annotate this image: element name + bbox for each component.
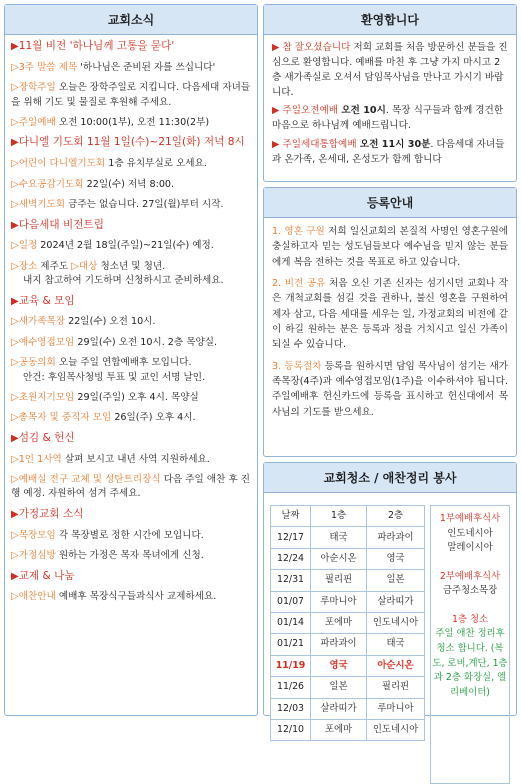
- duty-floor2: 인도네시아: [367, 612, 425, 633]
- news-item-title: 교제 & 나눔: [18, 569, 75, 582]
- duty-floor2: 루마니아: [367, 698, 425, 719]
- news-item-text: 청소년 및 청년.: [97, 260, 166, 272]
- duty-date: 12/31: [271, 570, 311, 591]
- duty-note: [430, 505, 510, 784]
- church-news-list: [5, 35, 257, 605]
- note-s3-title: 1층 청소: [451, 613, 489, 625]
- news-item-title: 장소: [18, 260, 38, 272]
- registration-item-text: 등록을 원하시면 담임 목사님이 섬기는 새가족목장(4주)과 예수영접모임(1주)을 이수하셔야 됩니다. 주일예배후 헌신카드에 등록을 표시하고 헌신대에서 목사님의 기도를 받으세요.: [272, 360, 508, 418]
- bullet-icon: ▷: [11, 178, 19, 190]
- bullet-icon: ▷: [11, 158, 19, 170]
- duty-row: [271, 634, 425, 655]
- duty-floor1: 영국: [311, 655, 367, 676]
- bullet-icon: ▷: [11, 199, 19, 211]
- bullet-icon: ▷: [11, 336, 19, 348]
- news-item-text: 1층 유치부실로 오세요.: [105, 158, 207, 170]
- duty-row: [271, 655, 425, 676]
- note-s1-title: 1부예배후식사: [439, 513, 501, 524]
- duty-table: [270, 505, 425, 741]
- registration-item-title: 3. 등록절차: [272, 360, 322, 372]
- duty-floor1: 살라띠가: [311, 698, 367, 719]
- duty-floor2: 영국: [367, 548, 425, 569]
- duty-date: 01/07: [271, 591, 311, 612]
- news-item-continuation: 내지 참고하여 기도하며 신청하시고 준비하세요.: [23, 275, 224, 287]
- bullet-icon: ▶: [11, 295, 19, 307]
- duty-date: 12/10: [271, 719, 311, 740]
- duty-col-date: 날짜: [271, 506, 311, 527]
- registration-panel: [263, 187, 517, 457]
- news-item-text: 오전 10:00(1부), 오전 11:30(2부): [55, 117, 210, 129]
- news-item-text: 29일(주일) 오후 4시. 목양실: [74, 392, 199, 404]
- news-section-heading: [11, 507, 251, 523]
- bullet-icon: ▷: [11, 316, 19, 328]
- welcome-item: [272, 41, 508, 100]
- duty-floor2: 살라띠가: [367, 591, 425, 612]
- news-item-title: 새벽기도회: [18, 199, 66, 211]
- duty-floor1: 루마니아: [311, 591, 367, 612]
- note-s3-text: 주일 애찬 정리후 청소 합니다. (복도, 로비,계단, 1층과 2층 화장실, 엘리베이터): [432, 628, 508, 698]
- bullet-icon: ▷: [11, 550, 19, 562]
- news-item-text: 오늘 주일 연합예배후 모입니다.: [55, 357, 192, 369]
- bullet-icon: ▷: [11, 412, 19, 424]
- welcome-item-title: 참 잘오셨습니다: [279, 42, 351, 53]
- bullet-icon: ▷: [11, 357, 19, 369]
- duty-floor1: 필리핀: [311, 570, 367, 591]
- news-section-heading: [11, 431, 251, 447]
- news-item-title: 가정심방: [18, 550, 56, 562]
- news-item-text: 원하는 가정은 목자 목녀에게 신청.: [55, 550, 204, 562]
- news-item-title: 예수영접모임: [18, 336, 75, 348]
- duty-row: [271, 612, 425, 633]
- duty-floor1: 포에마: [311, 719, 367, 740]
- welcome-item-title: 주일오전예배: [279, 105, 339, 117]
- registration-item-text: 저희 일신교회의 본질적 사명인 영혼구원에 충실하고자 믿는 성도님들보다 예수님을 믿지 않는 분들에게 복음 전하는 것을 목표로 하고 있습니다.: [272, 226, 508, 268]
- duty-date: 12/24: [271, 548, 311, 569]
- welcome-item-title: 주일세대통합예배: [279, 139, 357, 151]
- bullet-icon: ▶: [11, 570, 19, 582]
- duty-date: 01/14: [271, 612, 311, 633]
- bullet-icon: ▶: [11, 219, 19, 231]
- bullet-icon: ▷: [11, 591, 19, 603]
- registration-item: [272, 276, 508, 353]
- registration-item-title: 2. 비전 공유: [272, 278, 326, 290]
- news-item-title: 섬김 & 헌신: [18, 431, 75, 444]
- duty-row: [271, 570, 425, 591]
- registration-item: [272, 224, 508, 270]
- note-s1-line2: 말레이시아: [447, 542, 493, 554]
- church-news-panel: [4, 4, 258, 716]
- news-item-title: 애찬안내: [18, 591, 56, 603]
- news-item-text: 2024년 2월 18일(주일)~21일(수) 예정.: [37, 240, 214, 252]
- news-item-text: 26일(주) 오후 4시.: [111, 412, 196, 424]
- news-item: [11, 589, 251, 604]
- welcome-item: [272, 104, 508, 134]
- registration-list: [264, 218, 516, 432]
- news-item-title: 새가족목장: [18, 316, 66, 328]
- news-item: [11, 156, 251, 171]
- news-item-text: 금주는 없습니다. 27일(월)부터 시작.: [65, 199, 224, 211]
- bullet-icon: ▷: [11, 61, 19, 73]
- bullet-icon: ▷: [11, 474, 19, 486]
- duty-date: 01/21: [271, 634, 311, 655]
- news-item: [11, 472, 251, 502]
- registration-item: [272, 359, 508, 420]
- news-item: [11, 259, 251, 289]
- news-item-text: 예배후 목장식구들과식사 교제하세요.: [55, 591, 217, 603]
- bullet-icon: ▶: [11, 41, 19, 52]
- bullet-icon: ▷: [71, 260, 79, 272]
- duty-date: 12/17: [271, 527, 311, 548]
- news-section-heading: [11, 135, 251, 151]
- news-item: [11, 314, 251, 329]
- duty-row: [271, 719, 425, 740]
- bullet-icon: ▷: [11, 260, 19, 272]
- news-item: [11, 390, 251, 405]
- news-item: [11, 60, 251, 75]
- news-item: [11, 410, 251, 425]
- news-item-title: 다니엘 기도회: [18, 136, 84, 149]
- news-item-title: 장학주일: [18, 82, 56, 94]
- bullet-icon: ▷: [11, 82, 19, 94]
- duty-date: 12/03: [271, 698, 311, 719]
- news-item: [11, 548, 251, 563]
- duty-floor2: 태국: [367, 634, 425, 655]
- duty-panel: [263, 462, 517, 736]
- news-item-title: 일정: [18, 240, 38, 252]
- news-item-continuation: 안건: 후임목사청빙 투표 및 교인 서명 날인.: [23, 371, 206, 383]
- news-item-title: 수요공감기도회: [18, 178, 84, 190]
- news-item-text: 제주도: [37, 260, 72, 272]
- news-item-title: 공동의회: [18, 357, 56, 369]
- bullet-icon: ▷: [11, 117, 19, 129]
- note-s1-line1: 인도네시아: [447, 527, 493, 539]
- registration-title: 등록안내: [264, 188, 516, 218]
- welcome-item-text: . 다음세대 자녀들과 온가족, 온세대, 온성도가 함께 합니다: [272, 139, 505, 166]
- duty-col-floor1: 1층: [311, 506, 367, 527]
- news-item-title: 다음세대 비전트립: [18, 218, 104, 231]
- bullet-icon: ▶: [11, 432, 19, 444]
- news-item-title: 교육 & 모임: [18, 294, 75, 307]
- news-section-heading: [11, 569, 251, 585]
- news-section-heading: [11, 39, 251, 55]
- right-column: [263, 4, 517, 736]
- news-item-title: 가정교회 소식: [18, 507, 84, 520]
- news-item-text: 각 목장별로 정한 시간에 모입니다.: [55, 529, 204, 541]
- news-item: [11, 197, 251, 212]
- duty-floor1: 파라과이: [311, 634, 367, 655]
- bullet-icon: ▷: [11, 453, 19, 465]
- news-item-text: 11월 1일(수)~21일(화) 저녁 8시: [83, 136, 245, 149]
- news-item-title: 어린이 다니엘기도회: [18, 158, 106, 170]
- welcome-item-text: 저희 교회를 처음 방문하신 분들을 진심으로 환영합니다. 예배를 마친 후 그냥 가지 마시고 2층 새가족실로 오셔서 담임목사님을 만나고 가시기 바랍니다.: [272, 42, 508, 98]
- duty-floor2: 일본: [367, 570, 425, 591]
- news-item-title: 3주 말씀 제목: [18, 61, 78, 73]
- news-item-title: 총목자 및 중직자 모임: [18, 412, 112, 424]
- duty-floor1: 일본: [311, 677, 367, 698]
- duty-row: [271, 591, 425, 612]
- news-item: [11, 452, 251, 467]
- welcome-item-text: . 목장 식구들과 함께 경건한 마음으로 하나님께 예배드립니다.: [272, 105, 504, 132]
- news-item-text: 22일(수) 저녁 8:00.: [83, 178, 175, 190]
- duty-row: [271, 677, 425, 698]
- note-s2-title: 2부예배후식사: [439, 570, 501, 582]
- bullet-icon: ▶: [11, 508, 19, 520]
- news-item-text: 29일(수) 오전 10시. 2층 목양실.: [74, 336, 218, 348]
- duty-title: 교회청소 / 애찬정리 봉사: [264, 463, 516, 493]
- news-item: [11, 177, 251, 192]
- news-item-title: 초원지기모임: [18, 392, 75, 404]
- duty-header-row: [271, 506, 425, 527]
- duty-row: [271, 698, 425, 719]
- bullet-icon: ▷: [11, 240, 19, 252]
- church-news-title: 교회소식: [5, 5, 257, 35]
- bullet-icon: ▶: [272, 42, 280, 53]
- bullet-icon: ▶: [11, 137, 19, 149]
- duty-date: 11/19: [271, 655, 311, 676]
- news-item-text: 살펴 보시고 내년 사역 지원하세요.: [61, 453, 210, 465]
- news-item: [11, 80, 251, 110]
- news-item-text: 22일(수) 오전 10시.: [65, 316, 156, 328]
- duty-floor2: 인도네시아: [367, 719, 425, 740]
- news-item-text: '하나님은 준비된 자를 쓰십니다': [77, 61, 216, 73]
- news-item: [11, 528, 251, 543]
- bullet-icon: ▶: [272, 105, 280, 117]
- news-item-text: 다음 주일 애찬 후 진행 예정. 자원하여 섬겨 주세요.: [11, 474, 251, 500]
- welcome-item-time: 오전 11시 30분: [356, 139, 431, 151]
- news-item-title: 예배실 전구 교체 및 성탄트리장식: [18, 474, 161, 486]
- news-item-text: 오늘은 장학주일로 지킵니다. 다음세대 자녀들을 위해 기도 및 물질로 후원해 주세요.: [11, 82, 251, 108]
- news-item-title: 1인 1사역: [18, 453, 62, 465]
- duty-floor2: 필리핀: [367, 677, 425, 698]
- bullet-icon: ▶: [272, 139, 280, 151]
- bullet-icon: ▷: [11, 529, 19, 541]
- duty-floor1: 아순시온: [311, 548, 367, 569]
- duty-floor2: 아순시온: [367, 655, 425, 676]
- news-section-heading: [11, 218, 251, 234]
- duty-floor2: 파라과이: [367, 527, 425, 548]
- welcome-list: [264, 35, 516, 176]
- welcome-item: [272, 138, 508, 168]
- news-item-title: 대상: [78, 260, 98, 272]
- news-section-heading: [11, 294, 251, 310]
- news-item: [11, 335, 251, 350]
- duty-row: [271, 527, 425, 548]
- news-item-title: 주일예배: [18, 117, 56, 129]
- welcome-panel: [263, 4, 517, 182]
- bullet-icon: ▷: [11, 392, 19, 404]
- news-item-title: 11월 비전 '하나님께 고통을 묻다': [18, 40, 175, 52]
- note-s2-line1: 금주청소목장: [442, 585, 498, 597]
- duty-floor1: 태국: [311, 527, 367, 548]
- news-item-title: 목장모임: [18, 529, 56, 541]
- registration-item-title: 1. 영혼 구원: [272, 226, 325, 237]
- news-item: [11, 355, 251, 385]
- duty-row: [271, 548, 425, 569]
- duty-col-floor2: 2층: [367, 506, 425, 527]
- duty-date: 11/26: [271, 677, 311, 698]
- duty-floor1: 포에마: [311, 612, 367, 633]
- registration-item-text: 처음 오신 기존 신자는 섬기시던 교회나 작은 개척교회를 섬길 것을 권하나, 불신 영혼을 구원하여 제자 삼고, 다음 세대를 세우는 일, 가정교회의 비전에 같이 하길 원하는 분은 등록과 정을 거치시고 일신 가족이 되실 수 있습니다.: [272, 278, 508, 351]
- news-item: [11, 238, 251, 253]
- news-item: [11, 115, 251, 130]
- welcome-title: 환영합니다: [264, 5, 516, 35]
- welcome-item-time: 오전 10시: [338, 105, 386, 117]
